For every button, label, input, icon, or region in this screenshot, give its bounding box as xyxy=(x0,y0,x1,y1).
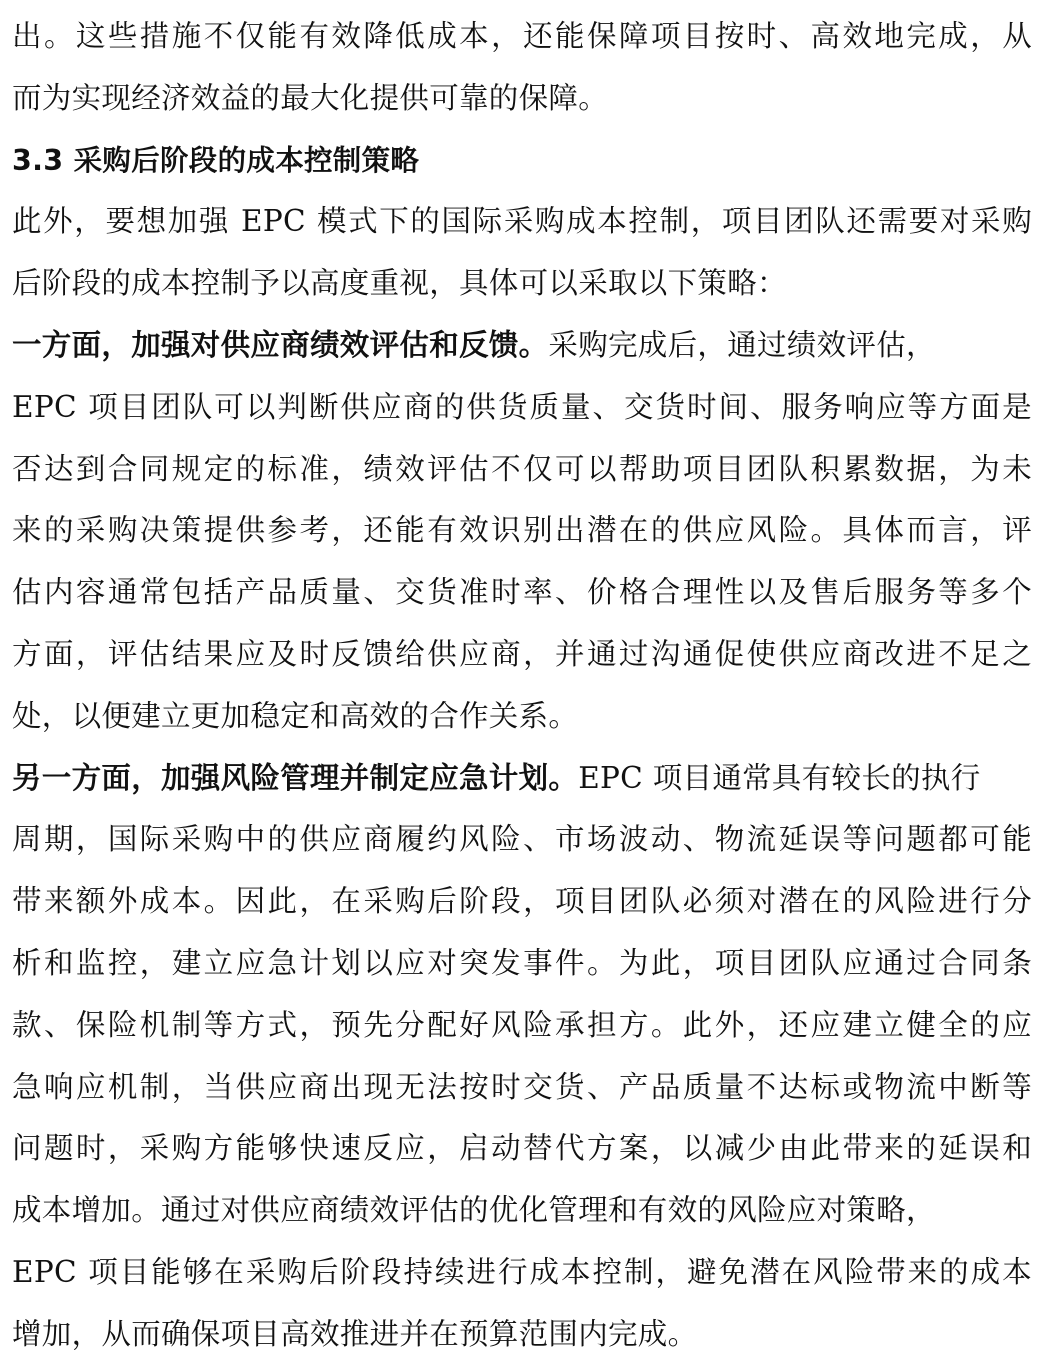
text-line: 析和监控，建立应急计划以应对突发事件。为此，项目团队应通过合同条 xyxy=(12,945,1032,980)
text-line: 问题时，采购方能够快速反应，启动替代方案，以减少由此带来的延误和 xyxy=(12,1131,1032,1166)
text-run: 采购完成后，通过绩效评估， xyxy=(548,327,936,362)
text-line: 来的采购决策提供参考，还能有效识别出潜在的供应风险。具体而言，评 xyxy=(12,513,1032,548)
text-line: 款、保险机制等方式，预先分配好风险承担方。此外，还应建立健全的应 xyxy=(12,1007,1032,1042)
text-line: 估内容通常包括产品质量、交货准时率、价格合理性以及售后服务等多个 xyxy=(12,575,1032,610)
text-line: EPC 项目能够在采购后阶段持续进行成本控制，避免潜在风险带来的成本 xyxy=(12,1254,1032,1289)
text-line: 否达到合同规定的标准，绩效评估不仅可以帮助项目团队积累数据，为未 xyxy=(12,451,1032,486)
text-line: 急响应机制，当供应商出现无法按时交货、产品质量不达标或物流中断等 xyxy=(12,1069,1032,1104)
bold-lead-phrase: 另一方面，加强风险管理并制定应急计划。 xyxy=(12,760,579,795)
text-line: 增加，从而确保项目高效推进并在预算范围内完成。 xyxy=(12,1316,698,1351)
bold-lead-phrase: 一方面，加强对供应商绩效评估和反馈。 xyxy=(12,327,549,362)
text-line xyxy=(12,748,1032,810)
text-line: 带来额外成本。因此，在采购后阶段，项目团队必须对潜在的风险进行分 xyxy=(12,884,1032,919)
text-line: EPC 项目团队可以判断供应商的供货质量、交货时间、服务响应等方面是 xyxy=(12,389,1032,424)
document-body xyxy=(12,6,1032,1366)
text-line: 处，以便建立更加稳定和高效的合作关系。 xyxy=(12,698,579,733)
text-line: 周期，国际采购中的供应商履约风险、市场波动、物流延误等问题都可能 xyxy=(12,822,1032,857)
text-line: 方面，评估结果应及时反馈给供应商，并通过沟通促使供应商改进不足之 xyxy=(12,636,1032,671)
text-line: 后阶段的成本控制予以高度重视，具体可以采取以下策略： xyxy=(12,266,787,301)
text-line: 出。这些措施不仅能有效降低成本，还能保障项目按时、高效地完成，从 xyxy=(12,19,1032,53)
text-run: EPC 项目通常具有较长的执行 xyxy=(578,760,981,795)
text-line: 此外，要想加强 EPC 模式下的国际采购成本控制，项目团队还需要对采购 xyxy=(12,204,1032,239)
text-line: 而为实现经济效益的最大化提供可靠的保障。 xyxy=(12,80,609,115)
section-heading: 3.3 采购后阶段的成本控制策略 xyxy=(12,143,420,177)
text-line xyxy=(12,315,1032,377)
text-line: 成本增加。通过对供应商绩效评估的优化管理和有效的风险应对策略， xyxy=(12,1193,936,1228)
